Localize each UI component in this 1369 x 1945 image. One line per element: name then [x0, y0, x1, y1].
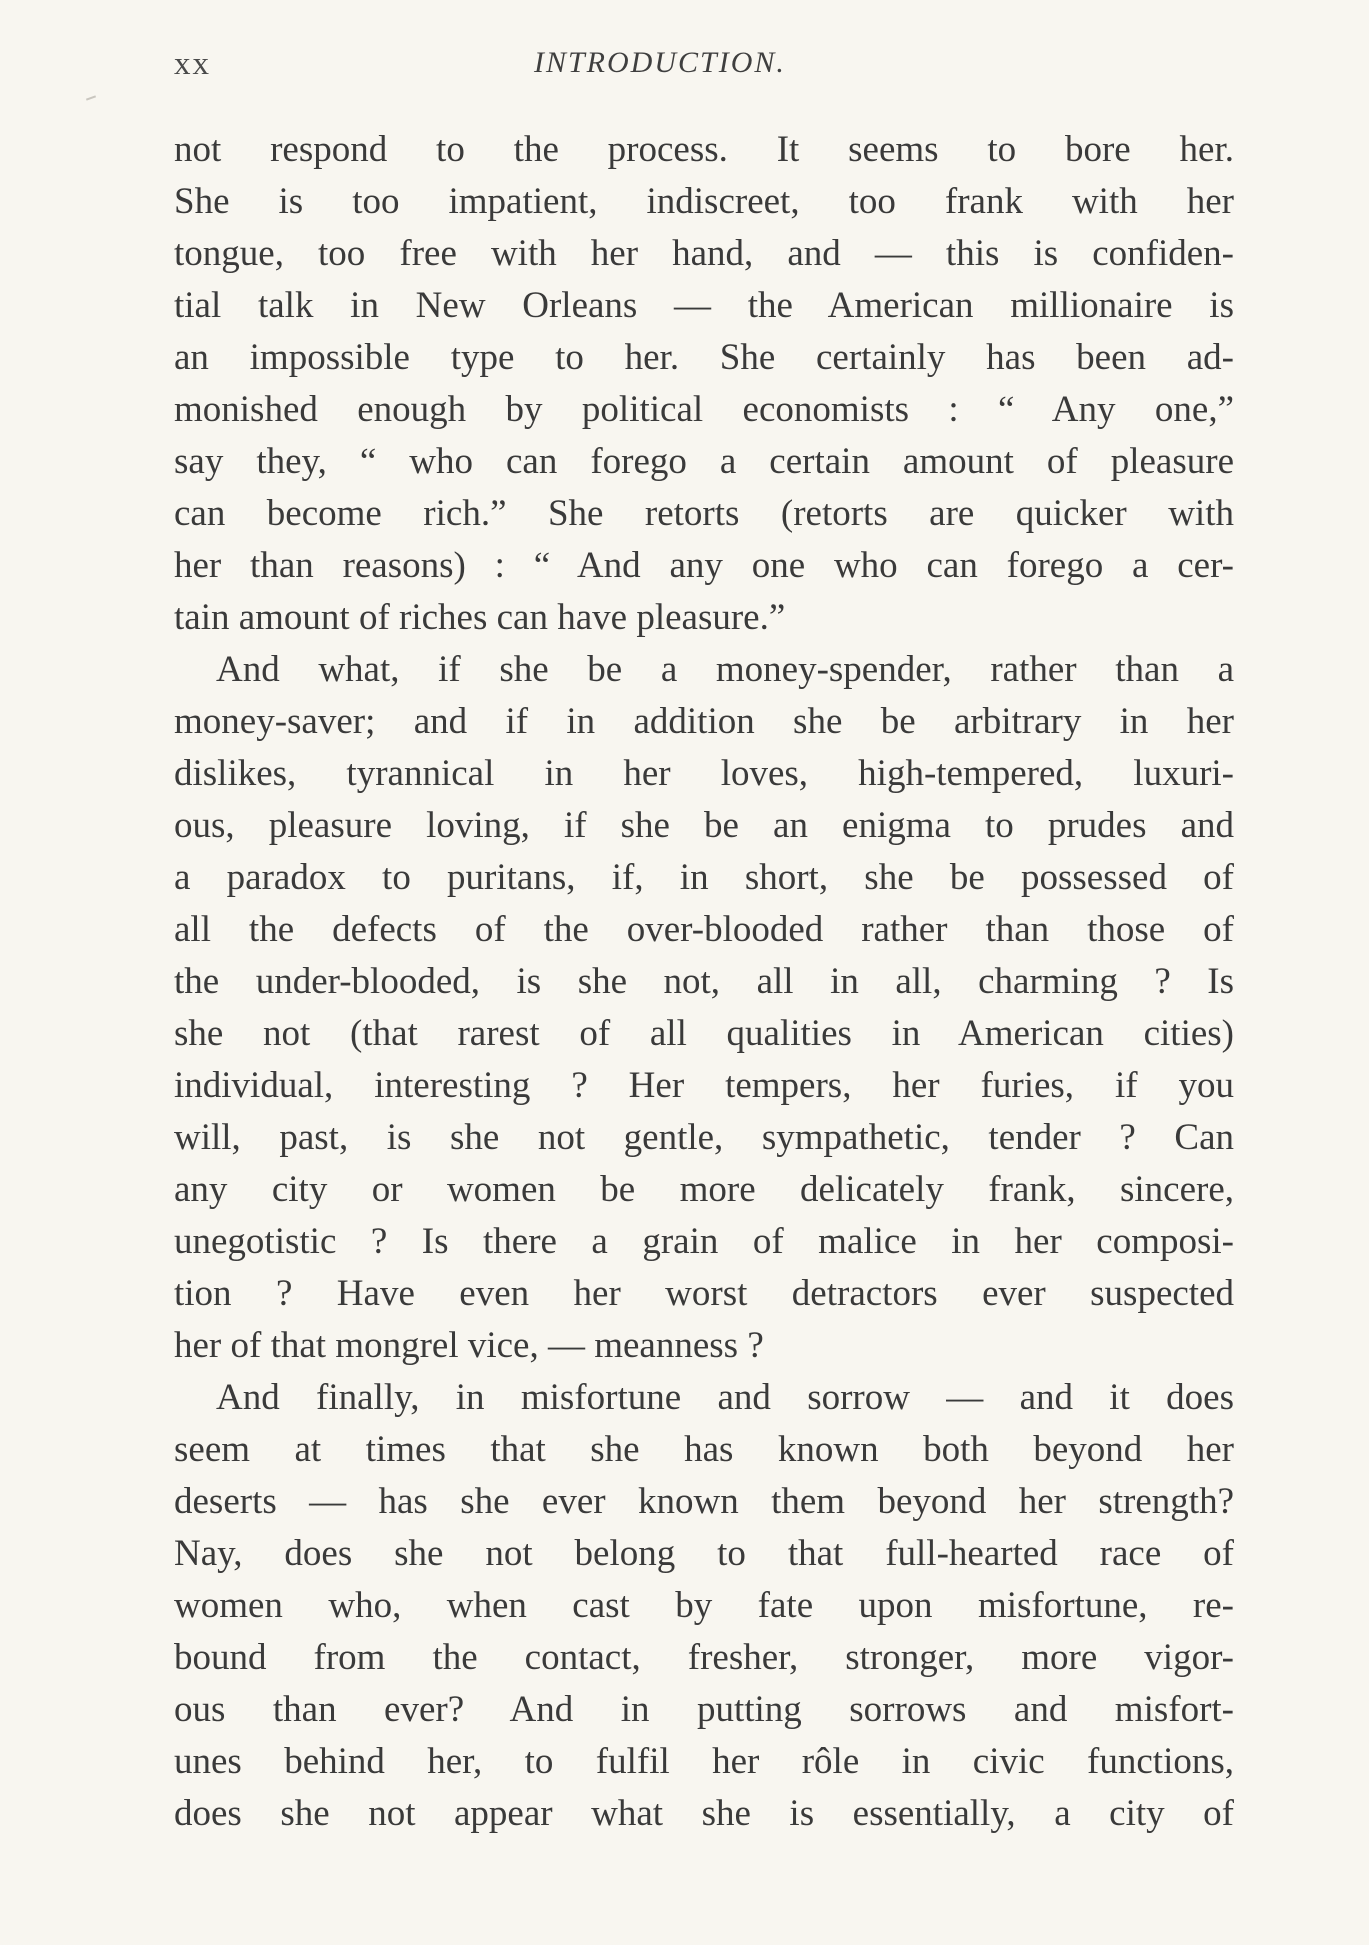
text-line: tial talk in New Orleans — the American millionaire is [174, 285, 1234, 326]
text-line: will, past, is she not gentle, sympathetic, tender ? Can [174, 1117, 1234, 1158]
text-line: individual, interesting ? Her tempers, her furies, if you [174, 1065, 1234, 1106]
text-line: unes behind her, to fulfil her rôle in civic functions, [174, 1741, 1234, 1782]
paragraph-start-line: And finally, in misfortune and sorrow — and it does [216, 1377, 1234, 1418]
text-line: any city or women be more delicately frank, sincere, [174, 1169, 1234, 1210]
paragraph-start-line: And what, if she be a money-spender, rather than a [216, 649, 1234, 690]
text-line: deserts — has she ever known them beyond her strength? [174, 1481, 1234, 1522]
text-line: ous, pleasure loving, if she be an enigma to prudes and [174, 805, 1234, 846]
text-line: ous than ever? And in putting sorrows and misfort- [174, 1689, 1234, 1730]
text-line: Nay, does she not belong to that full-hearted race of [174, 1533, 1234, 1574]
text-line: her than reasons) : “ And any one who can forego a cer- [174, 545, 1234, 586]
text-line: say they, “ who can forego a certain amount of pleasure [174, 441, 1234, 482]
text-line: tain amount of riches can have pleasure.” [174, 597, 786, 638]
text-line: the under-blooded, is she not, all in all, charming ? Is [174, 961, 1234, 1002]
text-line: bound from the contact, fresher, stronger, more vigor- [174, 1637, 1234, 1678]
text-line: dislikes, tyrannical in her loves, high-tempered, luxuri- [174, 753, 1234, 794]
text-line: her of that mongrel vice, — meanness ? [174, 1325, 764, 1366]
page-number: xx [174, 46, 211, 82]
text-line: seem at times that she has known both beyond her [174, 1429, 1234, 1470]
text-line: unegotistic ? Is there a grain of malice in her composi- [174, 1221, 1234, 1262]
text-line: money-saver; and if in addition she be arbitrary in her [174, 701, 1234, 742]
text-line: monished enough by political economists : “ Any one,” [174, 389, 1234, 430]
text-line: a paradox to puritans, if, in short, she be possessed of [174, 857, 1234, 898]
running-title: INTRODUCTION. [534, 46, 786, 79]
text-line: not respond to the process. It seems to bore her. [174, 129, 1234, 170]
text-line: an impossible type to her. She certainly has been ad- [174, 337, 1234, 378]
page-header [174, 46, 1232, 88]
text-line: she not (that rarest of all qualities in American cities) [174, 1013, 1234, 1054]
text-line: does she not appear what she is essentially, a city of [174, 1793, 1234, 1834]
text-line: women who, when cast by fate upon misfortune, re- [174, 1585, 1234, 1626]
margin-mark [86, 95, 96, 100]
text-line: tion ? Have even her worst detractors ever suspected [174, 1273, 1234, 1314]
text-line: tongue, too free with her hand, and — this is confiden- [174, 233, 1234, 274]
text-line: can become rich.” She retorts (retorts are quicker with [174, 493, 1234, 534]
text-line: all the defects of the over-blooded rather than those of [174, 909, 1234, 950]
text-line: She is too impatient, indiscreet, too frank with her [174, 181, 1234, 222]
body-text [174, 124, 1234, 1840]
